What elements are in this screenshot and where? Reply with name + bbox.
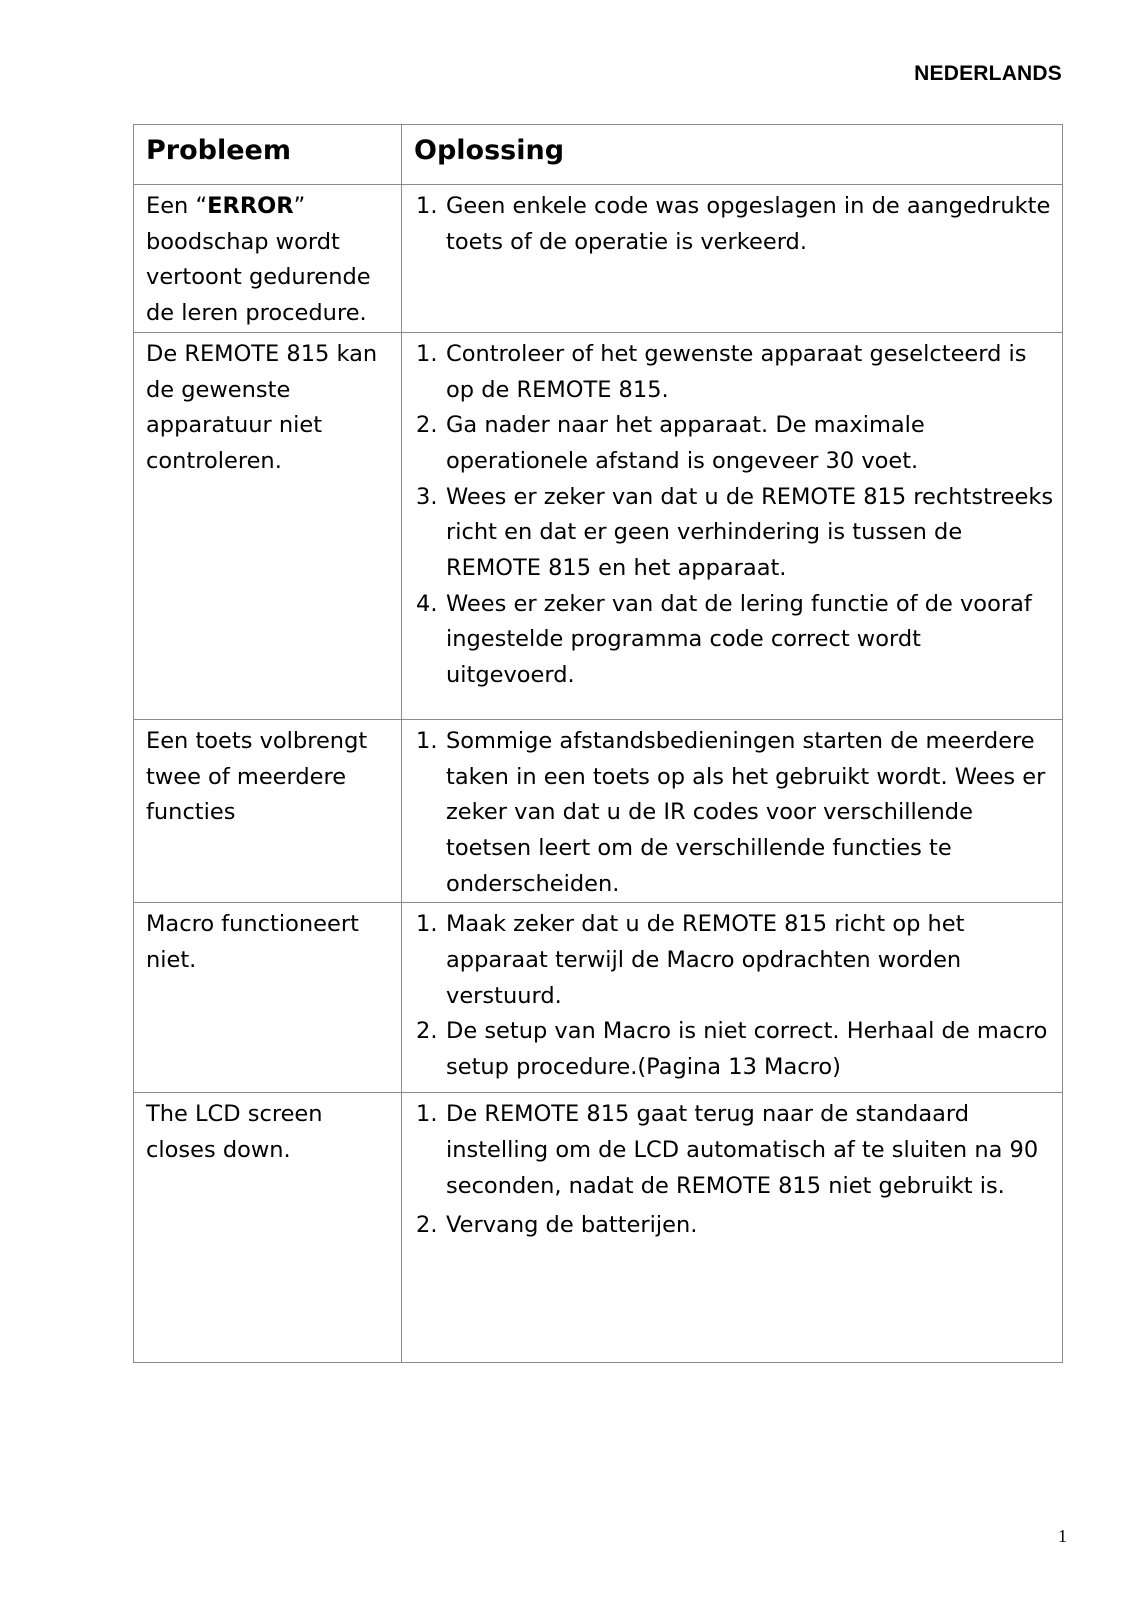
step-number: 1. bbox=[416, 911, 438, 938]
problem-text: Een toets volbrengt twee of meerdere functies bbox=[146, 727, 368, 826]
troubleshooting-table bbox=[133, 124, 1063, 1363]
solution-step bbox=[414, 1097, 1056, 1204]
solution-step bbox=[414, 189, 1056, 260]
solution-step bbox=[414, 480, 1056, 587]
step-text: De setup van Macro is niet correct. Herhaal de macro setup procedure.(Pagina 13 Macro) bbox=[446, 1018, 1048, 1081]
step-number: 2. bbox=[416, 412, 438, 439]
solution-step bbox=[414, 408, 1056, 479]
solution-step bbox=[414, 907, 1056, 1014]
solution-steps bbox=[414, 1097, 1056, 1244]
error-keyword: ERROR bbox=[207, 193, 294, 219]
problem-cell bbox=[134, 903, 402, 1093]
language-header: NEDERLANDS bbox=[914, 62, 1062, 85]
solution-steps bbox=[414, 337, 1056, 694]
solution-step bbox=[414, 587, 1056, 694]
problem-text: boodschap wordt vertoont gedurende de leren procedure. bbox=[146, 228, 371, 327]
step-number: 2. bbox=[416, 1212, 438, 1239]
table-header-row bbox=[134, 125, 1063, 185]
step-text: De REMOTE 815 gaat terug naar de standaard instelling om de LCD automatisch af te sluiten na 90 seconden, nadat de REMOTE 815 niet gebruikt is. bbox=[446, 1101, 1039, 1199]
step-number: 1. bbox=[416, 193, 438, 219]
problem-text: The LCD screen closes down. bbox=[146, 1101, 323, 1164]
step-text: Geen enkele code was opgeslagen in de aangedrukte toets of de operatie is verkeerd. bbox=[446, 193, 1051, 255]
solution-step bbox=[414, 724, 1056, 903]
step-text: Wees er zeker van dat de lering functie of de vooraf ingestelde programma code correct wordt uitgevoerd. bbox=[446, 590, 1032, 689]
solution-step bbox=[414, 1208, 1056, 1244]
step-text: Wees er zeker van dat u de REMOTE 815 rechtstreeks richt en dat er geen verhindering is tussen de REMOTE 815 en het apparaat. bbox=[446, 483, 1054, 582]
solution-steps bbox=[414, 907, 1056, 1086]
table-row bbox=[134, 332, 1063, 719]
problem-text: Een bbox=[146, 193, 196, 219]
solution-step bbox=[414, 1014, 1056, 1085]
problem-cell bbox=[134, 332, 402, 719]
table-row bbox=[134, 719, 1063, 903]
page-number: 1 bbox=[1058, 1526, 1067, 1546]
problem-cell bbox=[134, 719, 402, 903]
step-number: 1. bbox=[416, 1101, 438, 1128]
solution-cell bbox=[402, 332, 1063, 719]
step-text: Maak zeker dat u de REMOTE 815 richt op het apparaat terwijl de Macro opdrachten worden verstuurd. bbox=[446, 911, 965, 1009]
solution-steps bbox=[414, 189, 1056, 260]
step-text: Controleer of het gewenste apparaat geselcteerd is op de REMOTE 815. bbox=[446, 340, 1027, 403]
table-row bbox=[134, 903, 1063, 1093]
header-problem: Probleem bbox=[134, 125, 402, 185]
table-row bbox=[134, 1093, 1063, 1363]
problem-quote-close: ” bbox=[293, 193, 306, 219]
problem-text: De REMOTE 815 kan de gewenste apparatuur niet controleren. bbox=[146, 340, 378, 474]
step-text: Vervang de batterijen. bbox=[446, 1212, 698, 1239]
step-number: 4. bbox=[416, 590, 438, 617]
problem-cell bbox=[134, 1093, 402, 1363]
step-text: Ga nader naar het apparaat. De maximale operationele afstand is ongeveer 30 voet. bbox=[446, 412, 925, 474]
solution-step bbox=[414, 337, 1056, 408]
problem-cell bbox=[134, 185, 402, 333]
table-row bbox=[134, 185, 1063, 333]
step-number: 2. bbox=[416, 1018, 438, 1045]
solution-cell bbox=[402, 719, 1063, 903]
solution-cell bbox=[402, 1093, 1063, 1363]
step-number: 3. bbox=[416, 483, 438, 510]
solution-steps bbox=[414, 724, 1056, 903]
problem-quote-open: “ bbox=[195, 193, 208, 219]
header-solution: Oplossing bbox=[402, 125, 1063, 185]
step-number: 1. bbox=[416, 340, 438, 367]
solution-cell bbox=[402, 185, 1063, 333]
step-text: Sommige afstandsbedieningen starten de meerdere taken in een toets op als het gebruikt wordt. Wees er zeker van dat u de IR codes voor verschillende toetsen leert om de verschillende functies te onderscheiden. bbox=[446, 727, 1046, 897]
step-number: 1. bbox=[416, 727, 438, 754]
problem-text: Macro functioneert niet. bbox=[146, 911, 359, 974]
solution-cell bbox=[402, 903, 1063, 1093]
